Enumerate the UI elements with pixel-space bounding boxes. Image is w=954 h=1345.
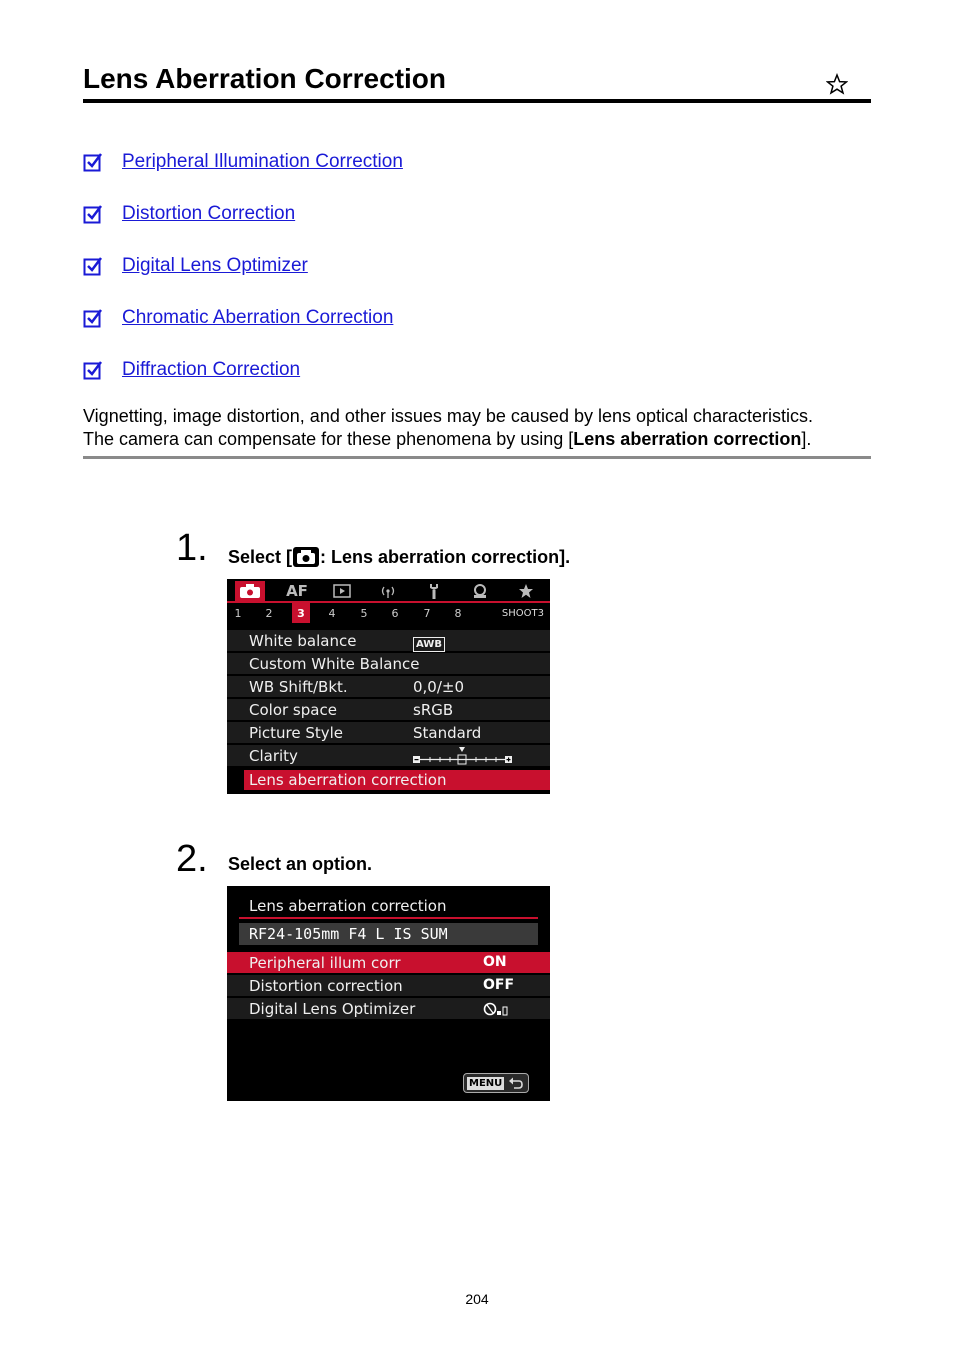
option-value: OFF [483, 977, 515, 993]
menu-row-color-space[interactable] [227, 698, 550, 720]
toc-item[interactable] [83, 201, 295, 227]
page-2[interactable]: 2 [265, 606, 273, 620]
checkbox-icon [83, 256, 103, 276]
toc-link-digital-lens-optimizer[interactable]: Digital Lens Optimizer [122, 255, 308, 276]
menu-row-label: Custom White Balance [249, 655, 420, 673]
toc-link-diffraction[interactable]: Diffraction Correction [122, 359, 301, 380]
toc-link-distortion[interactable]: Distortion Correction [122, 203, 296, 224]
lens-aberration-screen [227, 886, 550, 1101]
camera-icon [240, 584, 260, 598]
back-arrow-icon [508, 1076, 524, 1090]
menu-page-row [227, 603, 550, 623]
option-label: Distortion correction [249, 977, 403, 995]
tab-custom[interactable] [465, 581, 495, 601]
intro-paragraph [83, 405, 883, 451]
page-4[interactable]: 4 [328, 606, 336, 620]
intro-divider [83, 456, 871, 459]
option-label: Peripheral illum corr [249, 954, 401, 972]
tab-setup[interactable] [419, 581, 449, 601]
camera-icon [293, 547, 319, 567]
option-label: Digital Lens Optimizer [249, 1000, 416, 1018]
menu-row-value: sRGB [413, 701, 454, 719]
dlo-setting-icon [483, 1001, 511, 1017]
page-3[interactable]: 3 [292, 603, 310, 623]
intro-line-2-bold: Lens aberration correction [573, 429, 802, 449]
menu-back-button[interactable] [463, 1073, 529, 1093]
page-1[interactable]: 1 [234, 606, 242, 620]
wrench-icon [427, 583, 441, 599]
checkbox-icon [83, 308, 103, 328]
intro-line-2-end: ]. [801, 429, 812, 449]
toc-item[interactable] [83, 305, 393, 331]
menu-row-label: WB Shift/Bkt. [249, 678, 348, 696]
custom-functions-icon [471, 583, 489, 599]
menu-row-label: Color space [249, 701, 337, 719]
menu-row-white-balance[interactable] [227, 629, 550, 651]
step-text-end: : Lens aberration correction]. [320, 547, 571, 567]
intro-line-1: Vignetting, image distortion, and other issues may be caused by lens optical characteristics. [83, 406, 814, 426]
option-distortion[interactable] [227, 974, 550, 996]
toc-item[interactable] [83, 253, 308, 279]
menu-label: MENU [469, 1077, 503, 1089]
page-6[interactable]: 6 [391, 606, 399, 620]
tab-af[interactable]: AF [286, 582, 308, 600]
menu-row-label: Clarity [249, 747, 298, 765]
menu-row-custom-white-balance[interactable] [227, 652, 550, 674]
page-5[interactable]: 5 [360, 606, 368, 620]
page-8[interactable]: 8 [454, 606, 462, 620]
camera-menu-screen [227, 579, 550, 794]
toc-link-peripheral-illumination[interactable]: Peripheral Illumination Correction [122, 151, 403, 172]
step-number: 1. [176, 527, 208, 569]
screen-title: Lens aberration correction [249, 897, 447, 915]
checkbox-icon [83, 152, 103, 172]
tab-my-menu[interactable] [511, 581, 541, 601]
menu-page-label: SHOOT3 [501, 607, 544, 619]
playback-icon [333, 584, 351, 598]
tab-wireless[interactable] [373, 581, 403, 601]
menu-row-value: Standard [413, 724, 482, 742]
star-icon [826, 73, 848, 95]
option-value: ON [483, 954, 507, 970]
step-instruction: Select an option. [228, 854, 373, 874]
awb-badge: AWB [413, 637, 445, 652]
menu-row-value: 0,0/±0 [413, 678, 465, 696]
tab-shooting[interactable] [235, 581, 265, 601]
menu-row-value [413, 633, 445, 652]
title-underline [239, 917, 538, 919]
menu-row-lens-aberration[interactable] [227, 768, 550, 790]
lens-name-bar [239, 923, 538, 945]
menu-tab-bar [227, 579, 550, 603]
checkbox-icon [83, 360, 103, 380]
step-instruction [228, 546, 570, 568]
toc-item[interactable] [83, 149, 403, 175]
step-text-start: Select [ [228, 547, 293, 567]
lens-name: RF24-105mm F4 L IS SUM [249, 925, 448, 943]
menu-row-label: White balance [249, 632, 357, 650]
menu-row-label: Picture Style [249, 724, 344, 742]
menu-row-picture-style[interactable] [227, 721, 550, 743]
tab-playback[interactable] [327, 581, 357, 601]
intro-line-2-start: The camera can compensate for these phenomena by using [ [83, 429, 574, 449]
star-icon [518, 583, 534, 599]
menu-row-clarity[interactable] [227, 744, 550, 766]
clarity-scale-icon [413, 747, 513, 765]
checkbox-icon [83, 204, 103, 224]
step-number: 2. [176, 838, 208, 880]
page-number: 204 [465, 1291, 489, 1307]
toc-link-chromatic-aberration[interactable]: Chromatic Aberration Correction [122, 307, 394, 328]
toc-item[interactable] [83, 357, 300, 383]
wireless-icon [379, 584, 397, 598]
option-peripheral-illum[interactable] [227, 951, 550, 973]
menu-row-wb-shift[interactable] [227, 675, 550, 697]
page-7[interactable]: 7 [423, 606, 431, 620]
option-digital-lens-optimizer[interactable] [227, 997, 550, 1019]
title-divider [83, 99, 871, 103]
page-title: Lens Aberration Correction [83, 63, 447, 94]
menu-row-label: Lens aberration correction [249, 771, 447, 789]
